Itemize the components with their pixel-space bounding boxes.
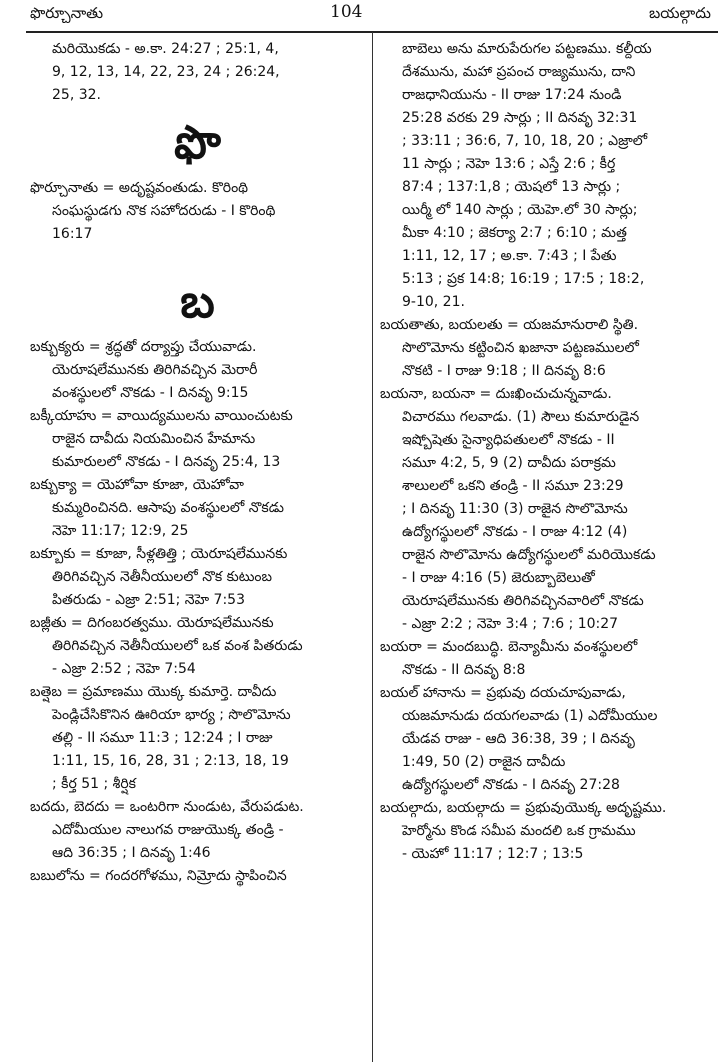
entry-continuation-line: తల్లి - II సమూ 11:3 ; 12:24 ; I రాజు — [52, 730, 273, 746]
section-letter: బ — [180, 274, 215, 328]
entry-headword-line: బయరా = మందబుద్ధి. బెన్యామీను వంశస్థులలో — [380, 639, 638, 655]
running-head-left: ఫొర్చూనాతు — [30, 4, 104, 22]
entry-continuation-line: సొలొమోను కట్టించిన ఖజానా పట్టణములలో — [402, 340, 639, 356]
entry-continuation-line: యజమానుడు దయగలవాడు (1) ఎదోమీయుల — [402, 708, 658, 724]
entry-continuation-line: నెహె 11:17; 12:9, 25 — [52, 523, 189, 539]
entry-continuation-line: ఉద్యోగస్థులలో నొకడు - I రాజు 4:12 (4) — [402, 524, 628, 540]
entry-continuation-line: ; కీర్త 51 ; శీర్షిక — [52, 776, 136, 792]
entry-continuation-line: - I రాజు 4:16 (5) జెరుబ్బాబెలుతో — [402, 570, 595, 586]
entry-continuation-line: ఇష్బోషెతు సైన్యాధిపతులలో నొకడు - II — [402, 432, 615, 448]
entry-continuation-line: 1:11, 15, 16, 28, 31 ; 2:13, 18, 19 — [52, 753, 289, 769]
entry-continuation-line: 9, 12, 13, 14, 22, 23, 24 ; 26:24, — [52, 64, 280, 80]
entry-continuation-line: - ఎజ్రా 2:52 ; నెహె 7:54 — [52, 661, 196, 677]
section-spacer — [30, 246, 365, 266]
section-letter: ఫొ — [174, 115, 221, 169]
page-number: 104 — [330, 2, 363, 22]
entry-continuation-line: యిర్మీ లో 140 సార్లు ; యెహె.లో 30 సార్లు; — [402, 202, 638, 218]
entry-continuation-line: 11 సార్లు ; నెహె 13:6 ; ఎస్తే 2:6 ; కీర్త — [402, 156, 616, 172]
entry-continuation-line: తిరిగివచ్చిన నెతీనీయులలో ఒక వంశ పితరుడు — [52, 638, 303, 654]
entry-headword-line: బబులోను = గందరగోళము, నిమ్రోదు స్థాపించిన — [30, 868, 287, 884]
entry-continuation-line: 1:49, 50 (2) రాజైన దావీదు — [402, 754, 566, 770]
entry-continuation-line: 25, 32. — [52, 87, 101, 103]
entry-continuation-line: మీకా 4:10 ; జెకర్యా 2:7 ; 6:10 ; మత్త — [402, 225, 627, 241]
entry-continuation-line: సమూ 4:2, 5, 9 (2) దావీదు పరాక్రమ — [402, 455, 616, 471]
entry-continuation-line: రాజైన దావీదు నియమించిన హేమాను — [52, 431, 256, 447]
entry-headword-line: బయనా, బయనా = దుఃఖించుచున్నవాడు. — [380, 386, 612, 402]
entry-continuation-line: కుమ్మరించినది. ఆసాపు వంశస్థులలో నొకడు — [52, 500, 284, 516]
entry-continuation-line: వంశస్థులలో నొకడు - I దినవృ 9:15 — [52, 385, 249, 401]
entry-continuation-line: ; 33:11 ; 36:6, 7, 10, 18, 20 ; ఎజ్రాలో — [402, 133, 648, 149]
entry-headword-line: బయల్గాదు, బయల్గాదు = ప్రభువుయొక్క అదృష్టము. — [380, 800, 667, 816]
entry-continuation-line: కుమారులలో నొకడు - I దినవృ 25:4, 13 — [52, 454, 281, 470]
entry-continuation-line: ఉద్యోగస్థులలో నొకడు - I దినవృ 27:28 — [402, 777, 620, 793]
left-column — [30, 38, 365, 888]
entry-continuation-line: 16:17 — [52, 226, 93, 242]
entry-headword-line: బయల్ హానాను = ప్రభువు దయచూపువాడు, — [380, 685, 626, 701]
entry-continuation-line: నొకటి - I రాజు 9:18 ; II దినవృ 8:6 — [402, 363, 606, 379]
entry-continuation-line: - ఎజ్రా 2:2 ; నెహె 3:4 ; 7:6 ; 10:27 — [402, 616, 619, 632]
entry-continuation-line: 9-10, 21. — [402, 294, 465, 310]
entry-continuation-line: మరియొకడు - అ.కా. 24:27 ; 25:1, 4, — [52, 41, 279, 57]
entry-continuation-line: శాలులలో ఒకని తండ్రి - II సమూ 23:29 — [402, 478, 624, 494]
entry-continuation-line: పితరుడు - ఎజ్రా 2:51; నెహె 7:53 — [52, 592, 245, 608]
entry-continuation-line: బాబెలు అను మారుపేరుగల పట్టణము. కల్దీయ — [402, 41, 652, 57]
entry-headword-line: బక్బుక్యరు = శ్రద్ధతో దర్యాప్తు చేయువాడు. — [30, 339, 257, 355]
entry-headword-line: బజ్లీతు = దిగంబరత్వము. యెరూషలేమునకు — [30, 615, 274, 631]
entry-headword-line: బక్బుక్యా = యెహోవా కూజా, యెహోవా — [30, 477, 244, 493]
entry-continuation-line: 25:28 వరకు 29 సార్లు ; II దినవృ 32:31 — [402, 110, 638, 126]
running-head-right: బయల్గాదు — [648, 4, 711, 22]
entry-continuation-line: నొకడు - II దినవృ 8:8 — [402, 662, 526, 678]
entry-headword-line: బక్కీయాహు = వాయిద్యములను వాయించుటకు — [30, 408, 293, 424]
entry-headword-line: బత్షెబ = ప్రమాణము యొక్క కుమార్తె. దావీదు — [30, 684, 277, 700]
entry-continuation-line: దేశమును, మహా ప్రపంచ రాజ్యమును, దాని — [402, 64, 636, 80]
entry-continuation-line: పెండ్లిచేసికొనిన ఊరియా భార్య ; సొలొమోను — [52, 707, 291, 723]
page-header — [0, 0, 723, 30]
entry-continuation-line: 5:13 ; ప్రక 14:8; 16:19 ; 17:5 ; 18:2, — [402, 271, 645, 287]
entry-headword-line: ఫొర్చూనాతు = అదృష్టవంతుడు. కొరింథి — [30, 180, 249, 196]
entry-continuation-line: 1:11, 12, 17 ; అ.కా. 7:43 ; I పేతు — [402, 248, 617, 264]
entry-headword-line: బక్బూకు = కూజా, సీళ్లతిత్తి ; యెరూషలేమునకు — [30, 546, 288, 562]
entry-continuation-line: యేడవ రాజు - ఆది 36:38, 39 ; I దినవృ — [402, 731, 635, 747]
entry-headword-line: బయతాతు, బయలతు = యజమానురాలి స్థితి. — [380, 317, 639, 333]
entry-continuation-line: ఎదోమీయుల నాలుగవ రాజుయొక్క తండ్రి - — [52, 822, 284, 838]
column-divider — [372, 32, 373, 1062]
entry-headword-line: బదదు, బెదదు = ఒంటరిగా నుండుట, వేరుపడుట. — [30, 799, 304, 815]
entry-continuation-line: విచారము గలవాడు. (1) సౌలు కుమారుడైన — [402, 409, 640, 425]
entry-continuation-line: రాజైన సొలొమోను ఉద్యోగస్థులలో మరియొకడు — [402, 547, 656, 563]
entry-continuation-line: రాజధానియును - II రాజు 17:24 నుండి — [402, 87, 622, 103]
entry-continuation-line: యెరూషలేమునకు తిరిగివచ్చినవారిలో నొకడు — [402, 593, 644, 609]
entry-continuation-line: యెరూషలేమునకు తిరిగివచ్చిన మెరారీ — [52, 362, 258, 378]
entry-continuation-line: - యెహో 11:17 ; 12:7 ; 13:5 — [402, 846, 584, 862]
entry-continuation-line: సంఘస్థుడగు నొక సహోదరుడు - I కొరింథి — [52, 203, 276, 219]
entry-continuation-line: ఆది 36:35 ; I దినవృ 1:46 — [52, 845, 211, 861]
entry-continuation-line: ; I దినవృ 11:30 (3) రాజైన సొలొమోను — [402, 501, 628, 517]
right-column — [380, 38, 713, 866]
entry-continuation-line: హెర్మోను కొండ సమీప మందలి ఒక గ్రామము — [402, 823, 636, 839]
entry-continuation-line: 87:4 ; 137:1,8 ; యెషలో 13 సార్లు ; — [402, 179, 621, 195]
entry-continuation-line: తిరిగివచ్చిన నెతీనీయులలో నొక కుటుంబ — [52, 569, 273, 585]
